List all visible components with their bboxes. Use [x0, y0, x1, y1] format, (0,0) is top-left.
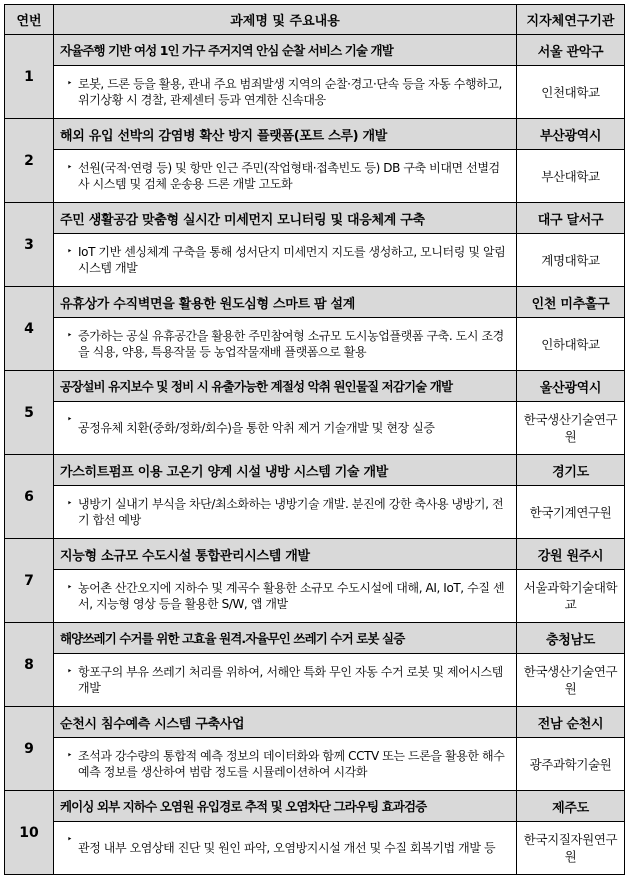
bullet-icon: ‣ [67, 499, 72, 509]
row-number: 6 [5, 455, 54, 539]
row-number: 3 [5, 203, 54, 287]
row-number: 7 [5, 539, 54, 623]
project-description-cell [54, 654, 517, 707]
project-description: IoT 기반 센싱체계 구축을 통해 성서단지 미세먼지 지도를 생성하고, 모니터링 및 알림 시스템 개발 [78, 245, 506, 275]
bullet-icon: ‣ [67, 835, 72, 845]
project-description-cell [54, 402, 517, 455]
project-title-row [5, 539, 625, 570]
project-description: 농어촌 산간오지에 지하수 및 계곡수 활용한 소규모 수도시설에 대해, AI, IoT, 수질 센서, 지능형 영상 등을 활용한 S/W, 앱 개발 [78, 581, 505, 611]
project-region: 제주도 [517, 791, 625, 822]
header-task: 과제명 및 주요내용 [54, 5, 517, 35]
project-region: 강원 원주시 [517, 539, 625, 570]
project-title-row [5, 455, 625, 486]
header-row [5, 5, 625, 35]
project-title: 지능형 소규모 수도시설 통합관리시스템 개발 [54, 539, 517, 570]
project-region: 충청남도 [517, 623, 625, 654]
project-description-cell [54, 822, 517, 875]
project-description: 관정 내부 오염상태 진단 및 원인 파악, 오염방지시설 개선 및 수질 회복기법 개발 등 [78, 841, 496, 855]
project-title-row [5, 791, 625, 822]
project-description: 공정유체 치환(중화/정화/회수)을 통한 악취 제거 기술개발 및 현장 실증 [78, 421, 435, 435]
row-number: 4 [5, 287, 54, 371]
header-no: 연번 [5, 5, 54, 35]
project-description: 로봇, 드론 등을 활용, 관내 주요 범죄발생 지역의 순찰·경고·단속 등을 자동 수행하고, 위기상황 시 경찰, 관제센터 등과 연계한 신속대응 [78, 77, 502, 107]
bullet-icon: ‣ [67, 751, 72, 761]
project-title-row [5, 707, 625, 738]
project-detail-row [5, 234, 625, 287]
project-institution: 한국생산기술연구원 [517, 402, 625, 455]
project-title-row [5, 203, 625, 234]
project-institution: 한국생산기술연구원 [517, 654, 625, 707]
project-title-row [5, 35, 625, 66]
project-institution: 서울과학기술대학교 [517, 570, 625, 623]
project-institution: 인하대학교 [517, 318, 625, 371]
project-detail-row [5, 486, 625, 539]
project-detail-row [5, 318, 625, 371]
project-description-cell [54, 234, 517, 287]
project-title: 자율주행 기반 여성 1인 가구 주거지역 안심 순찰 서비스 기술 개발 [54, 35, 517, 66]
project-institution: 한국기계연구원 [517, 486, 625, 539]
project-title: 해외 유입 선박의 감염병 확산 방지 플랫폼(포트 스루) 개발 [54, 119, 517, 150]
project-table [4, 4, 625, 875]
project-region: 대구 달서구 [517, 203, 625, 234]
project-description: 냉방기 실내기 부식을 차단/최소화하는 냉방기술 개발. 분진에 강한 축사용 냉방기, 전기 합선 예방 [78, 497, 504, 527]
project-title-row [5, 287, 625, 318]
project-title: 해양쓰레기 수거를 위한 고효율 원격.자율무인 쓰레기 수거 로봇 실증 [54, 623, 517, 654]
bullet-icon: ‣ [67, 415, 72, 425]
project-title-row [5, 623, 625, 654]
row-number: 2 [5, 119, 54, 203]
project-title: 유휴상가 수직벽면을 활용한 원도심형 스마트 팜 설계 [54, 287, 517, 318]
row-number: 10 [5, 791, 54, 875]
project-title: 순천시 침수예측 시스템 구축사업 [54, 707, 517, 738]
project-region: 울산광역시 [517, 371, 625, 402]
project-description-cell [54, 66, 517, 119]
project-title: 공장설비 유지보수 및 정비 시 유출가능한 계절성 악취 원인물질 저감기술 개발 [54, 371, 517, 402]
project-title: 주민 생활공감 맞춤형 실시간 미세먼지 모니터링 및 대응체계 구축 [54, 203, 517, 234]
project-description-cell [54, 318, 517, 371]
project-region: 부산광역시 [517, 119, 625, 150]
row-number: 5 [5, 371, 54, 455]
bullet-icon: ‣ [67, 163, 72, 173]
project-description: 선원(국적·연령 등) 및 항만 인근 주민(작업형태·접촉빈도 등) DB 구축 비대면 선별검사 시스템 및 검체 운송용 드론 개발 고도화 [78, 161, 500, 191]
project-institution: 광주과학기술원 [517, 738, 625, 791]
project-detail-row [5, 150, 625, 203]
project-region: 인천 미추홀구 [517, 287, 625, 318]
row-number: 1 [5, 35, 54, 119]
project-description-cell [54, 150, 517, 203]
project-description: 항포구의 부유 쓰레기 처리를 위하여, 서해안 특화 무인 자동 수거 로봇 및 제어시스템 개발 [78, 665, 503, 695]
bullet-icon: ‣ [67, 79, 72, 89]
project-detail-row [5, 738, 625, 791]
bullet-icon: ‣ [67, 667, 72, 677]
project-description-cell [54, 570, 517, 623]
project-description: 증가하는 공실 유휴공간을 활용한 주민참여형 소규모 도시농업플랫폼 구축. 도시 조경을 식용, 약용, 특용작물 등 농업작물재배 플랫폼으로 활용 [78, 329, 504, 359]
project-title: 가스히트펌프 이용 고온기 양계 시설 냉방 시스템 기술 개발 [54, 455, 517, 486]
row-number: 9 [5, 707, 54, 791]
bullet-icon: ‣ [67, 247, 72, 257]
project-region: 경기도 [517, 455, 625, 486]
project-institution: 계명대학교 [517, 234, 625, 287]
project-description-cell [54, 738, 517, 791]
project-title-row [5, 371, 625, 402]
header-inst: 지자체연구기관 [517, 5, 625, 35]
project-description: 조석과 강수량의 통합적 예측 정보의 데이터화와 함께 CCTV 또는 드론을 활용한 해수 예측 정보를 생산하여 범람 정도를 시뮬레이션하여 시각화 [78, 749, 505, 779]
project-region: 서울 관악구 [517, 35, 625, 66]
project-detail-row [5, 822, 625, 875]
project-detail-row [5, 402, 625, 455]
project-title-row [5, 119, 625, 150]
project-title: 케이싱 외부 지하수 오염원 유입경로 추적 및 오염차단 그라우팅 효과검증 [54, 791, 517, 822]
project-detail-row [5, 570, 625, 623]
project-description-cell [54, 486, 517, 539]
project-institution: 인천대학교 [517, 66, 625, 119]
project-institution: 부산대학교 [517, 150, 625, 203]
bullet-icon: ‣ [67, 583, 72, 593]
project-detail-row [5, 654, 625, 707]
project-region: 전남 순천시 [517, 707, 625, 738]
bullet-icon: ‣ [67, 331, 72, 341]
project-institution: 한국지질자원연구원 [517, 822, 625, 875]
row-number: 8 [5, 623, 54, 707]
project-detail-row [5, 66, 625, 119]
